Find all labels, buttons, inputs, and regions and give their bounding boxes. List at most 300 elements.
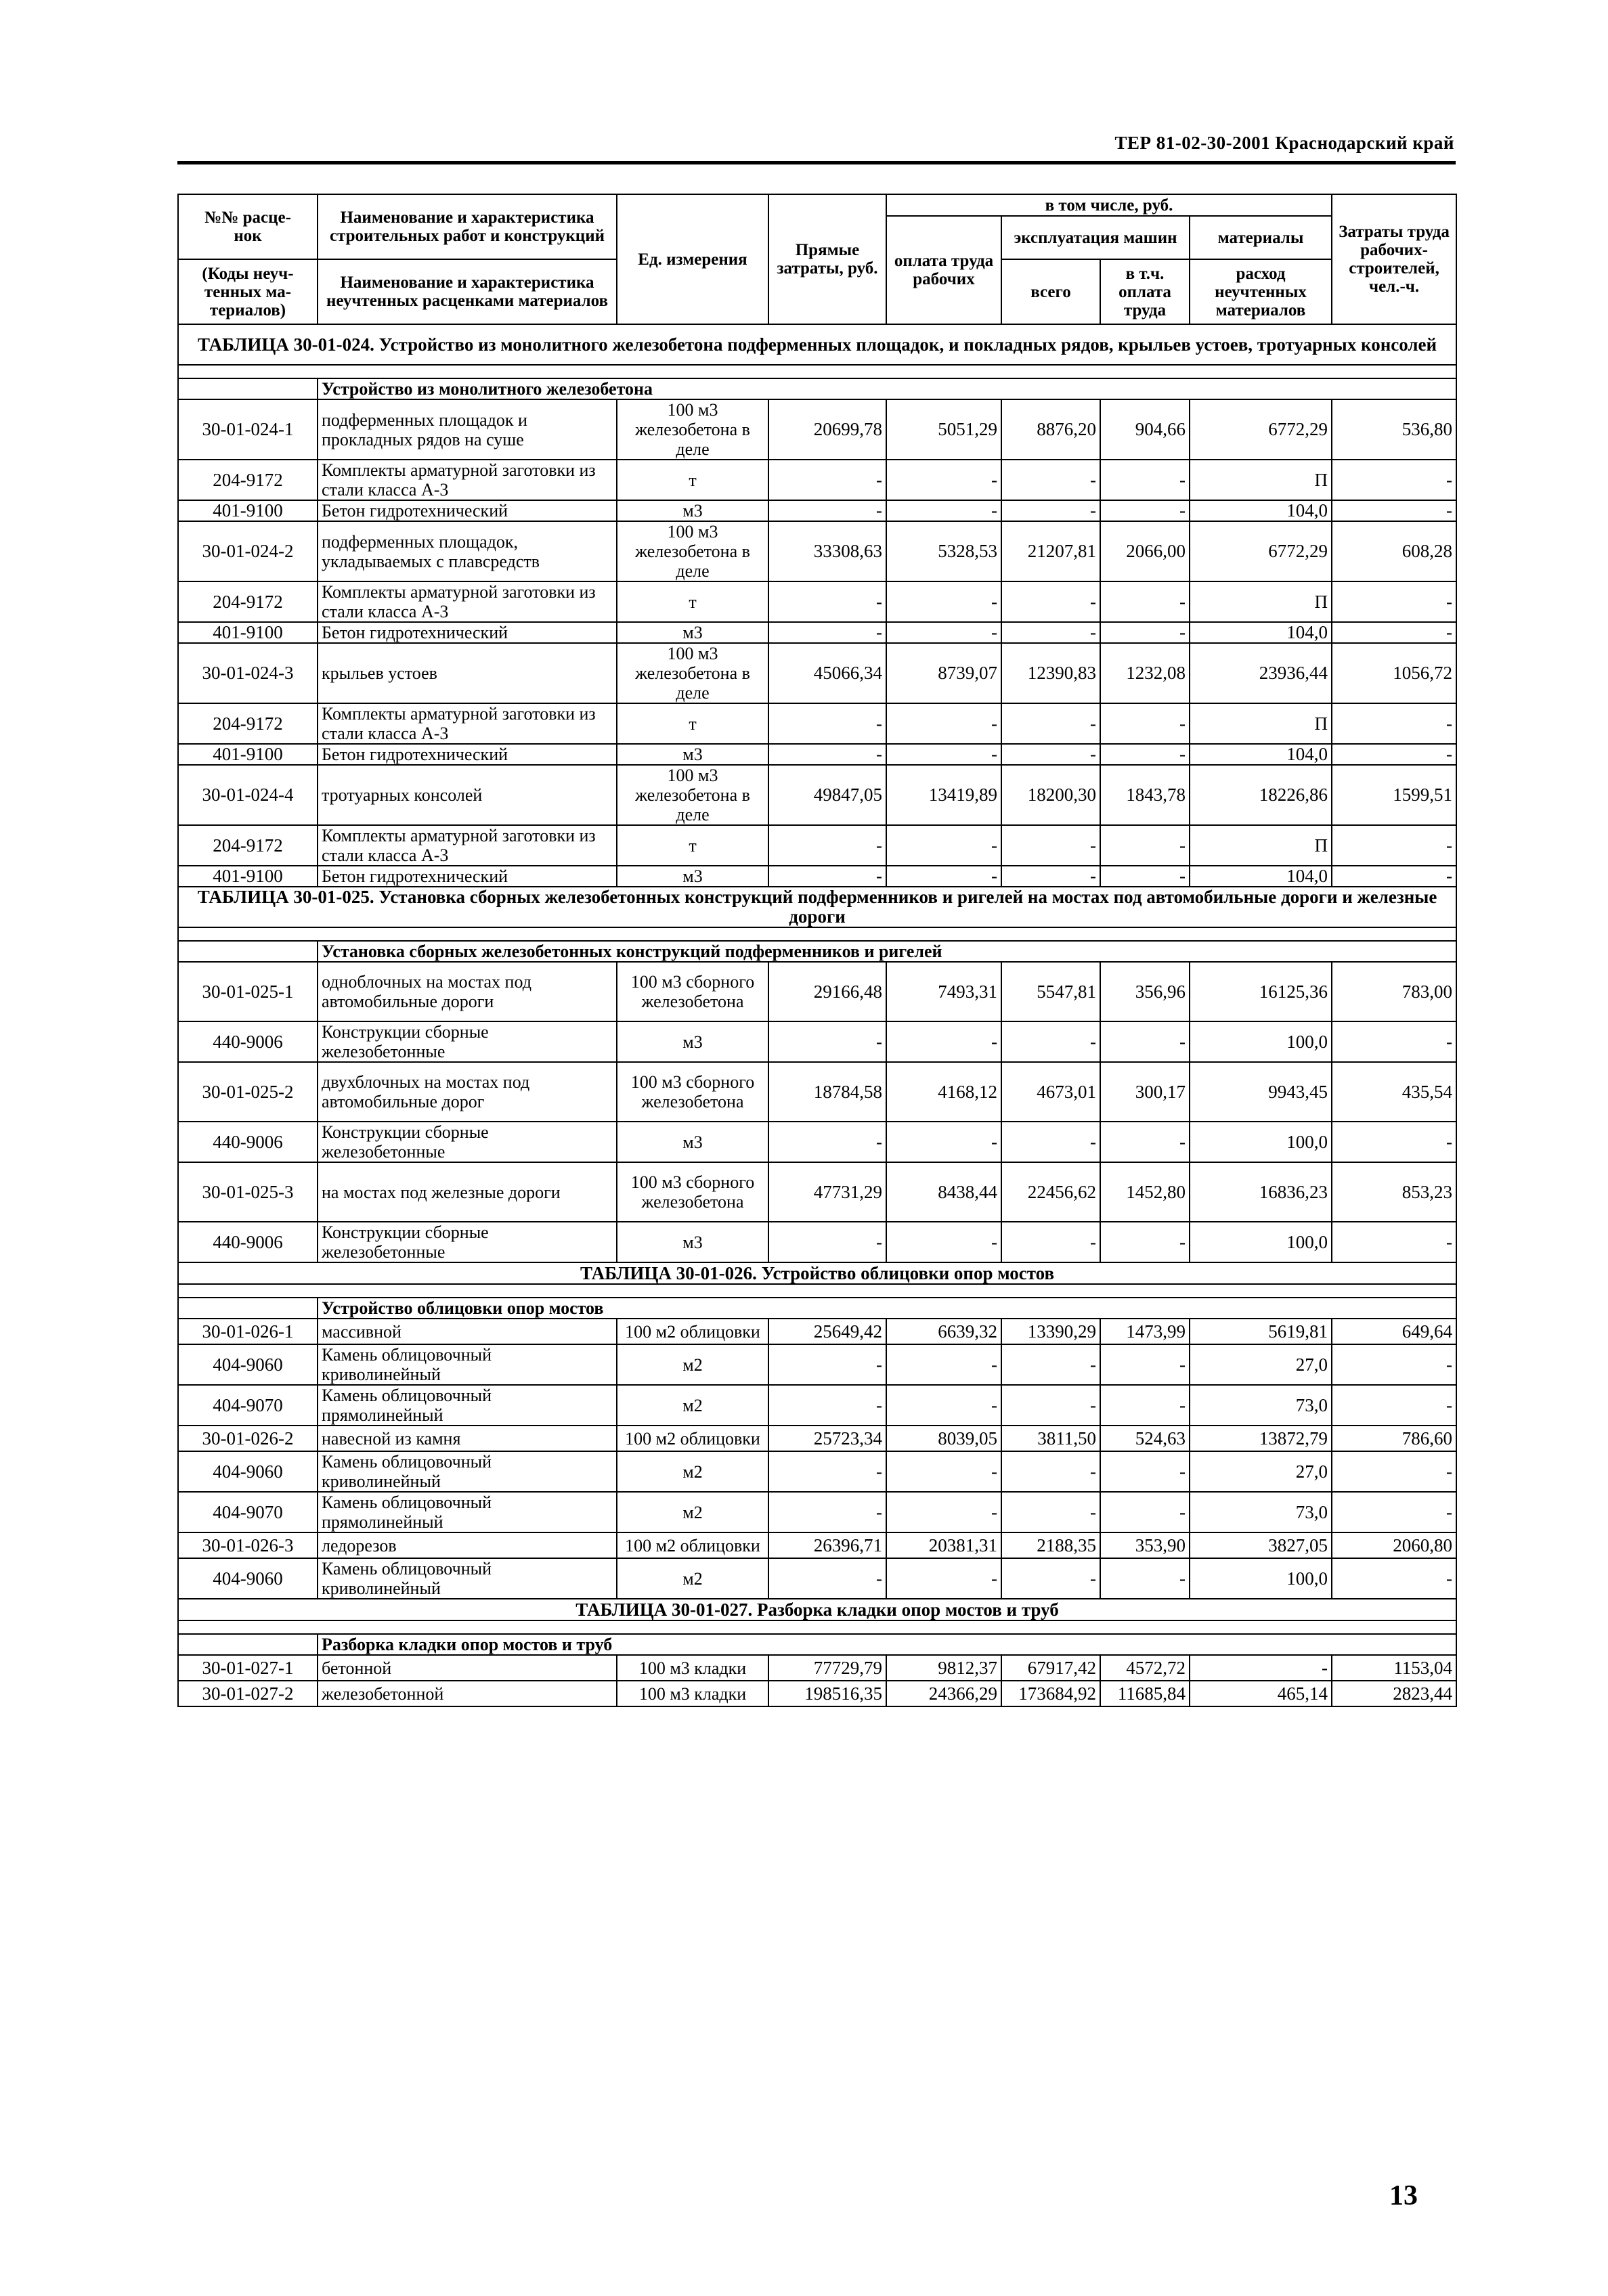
material-name: Бетон гидротехнический [318,500,617,521]
material-machines-total: - [1001,1021,1100,1062]
material-direct-cost: - [768,1558,886,1599]
material-machines-wages: - [1100,744,1190,765]
rate-machines-wages: 1843,78 [1100,765,1190,825]
material-consumption: 104,0 [1190,744,1332,765]
rate-machines-total: 4673,01 [1001,1062,1100,1122]
col-materials-header: материалы [1190,216,1332,259]
rate-materials: 23936,44 [1190,643,1332,703]
material-row [178,460,1456,500]
col-wages-header: оплата труда рабочих [886,216,1001,324]
material-labor: - [1332,622,1456,643]
rate-labor: 2823,44 [1332,1681,1456,1706]
material-direct-cost: - [768,703,886,744]
col-incl-header: в том числе, руб. [886,194,1332,216]
rates-table [177,194,1457,1707]
table-caption: ТАБЛИЦА 30-01-024. Устройство из монолитного железобетона подферменных площадок, и покладных рядов, крыльев устоев, тротуарных консолей [178,324,1456,365]
rate-labor: 536,80 [1332,399,1456,460]
material-name: Камень облицовочный криволинейный [318,1451,617,1492]
material-direct-cost: - [768,1021,886,1062]
rate-code: 30-01-024-3 [178,643,318,703]
material-machines-total: - [1001,1344,1100,1385]
section-row [178,1298,1456,1319]
rate-code: 30-01-024-1 [178,399,318,460]
material-unit: м3 [617,500,768,521]
material-wages: - [886,460,1001,500]
material-machines-total: - [1001,1122,1100,1162]
material-machines-wages: - [1100,703,1190,744]
section-title: Установка сборных железобетонных конструкций подферменников и ригелей [318,941,1456,962]
rate-wages: 5328,53 [886,521,1001,581]
section-row [178,1634,1456,1655]
material-consumption: П [1190,825,1332,866]
material-machines-wages: - [1100,581,1190,622]
code-header-line1: №№ расце- [204,208,291,227]
rate-name: бетонной [318,1655,617,1681]
rate-name: крыльев устоев [318,643,617,703]
page-number: 13 [1389,2180,1418,2211]
material-labor: - [1332,1021,1456,1062]
rate-machines-wages: 4572,72 [1100,1655,1190,1681]
rate-unit: 100 м3 железобетона в деле [617,399,768,460]
rate-name: навесной из камня [318,1426,617,1451]
rate-direct-cost: 26396,71 [768,1532,886,1558]
spacer-cell [178,927,1456,941]
material-name: Бетон гидротехнический [318,744,617,765]
material-code: 404-9070 [178,1492,318,1532]
section-row [178,378,1456,399]
rate-name: ледорезов [318,1532,617,1558]
rate-materials: 6772,29 [1190,399,1332,460]
section-code-cell [178,378,318,399]
rate-machines-wages: 356,96 [1100,962,1190,1021]
material-direct-cost: - [768,1222,886,1262]
material-labor: - [1332,1492,1456,1532]
material-name: Конструкции сборные железобетонные [318,1222,617,1262]
rate-row [178,1532,1456,1558]
rate-materials: 16836,23 [1190,1162,1332,1222]
material-unit: м3 [617,744,768,765]
material-unit: т [617,460,768,500]
material-code: 204-9172 [178,825,318,866]
rate-wages: 20381,31 [886,1532,1001,1558]
material-machines-total: - [1001,703,1100,744]
col-code-header-unaccounted [178,259,318,324]
rate-machines-wages: 300,17 [1100,1062,1190,1122]
material-labor: - [1332,866,1456,887]
rate-materials: 3827,05 [1190,1532,1332,1558]
material-machines-total: - [1001,622,1100,643]
material-direct-cost: - [768,1492,886,1532]
material-code: 440-9006 [178,1122,318,1162]
rate-materials: 465,14 [1190,1681,1332,1706]
material-labor: - [1332,460,1456,500]
material-machines-wages: - [1100,622,1190,643]
material-unit: т [617,581,768,622]
rate-materials: 9943,45 [1190,1062,1332,1122]
rate-unit: 100 м3 железобетона в деле [617,643,768,703]
rate-labor: 853,23 [1332,1162,1456,1222]
material-wages: - [886,622,1001,643]
rate-name: на мостах под железные дороги [318,1162,617,1222]
rate-unit: 100 м3 кладки [617,1655,768,1681]
rate-machines-total: 22456,62 [1001,1162,1100,1222]
material-code: 204-9172 [178,581,318,622]
rate-materials: - [1190,1655,1332,1681]
material-labor: - [1332,1558,1456,1599]
material-labor: - [1332,1122,1456,1162]
material-code: 204-9172 [178,460,318,500]
material-row [178,1021,1456,1062]
material-machines-total: - [1001,1558,1100,1599]
material-consumption: 100,0 [1190,1558,1332,1599]
material-row [178,1492,1456,1532]
material-row [178,866,1456,887]
material-machines-wages: - [1100,500,1190,521]
rate-wages: 6639,32 [886,1319,1001,1344]
rate-direct-cost: 77729,79 [768,1655,886,1681]
rate-labor: 786,60 [1332,1426,1456,1451]
material-wages: - [886,500,1001,521]
col-machines-wages-header: в т.ч. оплата труда [1100,259,1190,324]
rate-labor: 435,54 [1332,1062,1456,1122]
material-consumption: 100,0 [1190,1222,1332,1262]
rate-direct-cost: 25649,42 [768,1319,886,1344]
material-consumption: П [1190,581,1332,622]
material-unit: м2 [617,1451,768,1492]
rate-row [178,1426,1456,1451]
material-name: Комплекты арматурной заготовки из стали класса А-3 [318,581,617,622]
material-wages: - [886,1344,1001,1385]
material-consumption: 104,0 [1190,500,1332,521]
rate-materials: 5619,81 [1190,1319,1332,1344]
code-header-line3: (Коды неуч- [202,264,294,283]
section-title: Разборка кладки опор мостов и труб [318,1634,1456,1655]
material-machines-wages: - [1100,1122,1190,1162]
rate-row [178,521,1456,581]
rate-machines-total: 173684,92 [1001,1681,1100,1706]
rate-machines-wages: 524,63 [1100,1426,1190,1451]
col-materials-unaccounted-header: расход неучтенных материалов [1190,259,1332,324]
material-code: 404-9060 [178,1558,318,1599]
material-name: Бетон гидротехнический [318,622,617,643]
rate-machines-total: 2188,35 [1001,1532,1100,1558]
material-consumption: 100,0 [1190,1122,1332,1162]
material-name: Комплекты арматурной заготовки из стали класса А-3 [318,460,617,500]
rate-labor: 2060,80 [1332,1532,1456,1558]
material-consumption: 104,0 [1190,622,1332,643]
table-caption: ТАБЛИЦА 30-01-026. Устройство облицовки опор мостов [178,1262,1456,1284]
material-name: Конструкции сборные железобетонные [318,1021,617,1062]
material-machines-wages: - [1100,1451,1190,1492]
rate-row [178,1062,1456,1122]
rate-name: одноблочных на мостах под автомобильные дороги [318,962,617,1021]
material-name: Камень облицовочный криволинейный [318,1558,617,1599]
material-unit: м3 [617,1222,768,1262]
rate-unit: 100 м2 облицовки [617,1426,768,1451]
rate-code: 30-01-026-2 [178,1426,318,1451]
rate-machines-total: 13390,29 [1001,1319,1100,1344]
material-row [178,825,1456,866]
material-machines-total: - [1001,500,1100,521]
material-code: 401-9100 [178,622,318,643]
code-header-line5: териалов) [209,301,286,319]
rate-direct-cost: 18784,58 [768,1062,886,1122]
material-labor: - [1332,703,1456,744]
rate-code: 30-01-025-3 [178,1162,318,1222]
material-name: Камень облицовочный прямолинейный [318,1385,617,1426]
material-unit: м2 [617,1344,768,1385]
material-unit: м3 [617,622,768,643]
rate-direct-cost: 47731,29 [768,1162,886,1222]
material-consumption: П [1190,460,1332,500]
material-machines-wages: - [1100,460,1190,500]
rate-materials: 13872,79 [1190,1426,1332,1451]
rate-name: тротуарных консолей [318,765,617,825]
material-code: 401-9100 [178,866,318,887]
rate-labor: 1153,04 [1332,1655,1456,1681]
material-wages: - [886,866,1001,887]
rate-machines-total: 8876,20 [1001,399,1100,460]
rate-machines-wages: 904,66 [1100,399,1190,460]
material-code: 404-9060 [178,1344,318,1385]
material-labor: - [1332,500,1456,521]
material-row [178,744,1456,765]
material-name: Комплекты арматурной заготовки из стали класса А-3 [318,825,617,866]
rate-direct-cost: 198516,35 [768,1681,886,1706]
rate-row [178,643,1456,703]
rate-wages: 4168,12 [886,1062,1001,1122]
rate-unit: 100 м3 кладки [617,1681,768,1706]
table-caption-row [178,1599,1456,1620]
spacer-cell [178,1620,1456,1634]
material-labor: - [1332,1451,1456,1492]
material-unit: м2 [617,1492,768,1532]
material-row [178,622,1456,643]
section-code-cell [178,1298,318,1319]
rate-row [178,765,1456,825]
material-row [178,1122,1456,1162]
material-unit: т [617,825,768,866]
material-consumption: 73,0 [1190,1385,1332,1426]
rate-code: 30-01-024-4 [178,765,318,825]
col-machines-header: эксплуатация машин [1001,216,1190,259]
rate-code: 30-01-027-2 [178,1681,318,1706]
material-consumption: 104,0 [1190,866,1332,887]
material-unit: м2 [617,1558,768,1599]
material-direct-cost: - [768,581,886,622]
rate-materials: 16125,36 [1190,962,1332,1021]
material-wages: - [886,1558,1001,1599]
rate-direct-cost: 45066,34 [768,643,886,703]
material-wages: - [886,1492,1001,1532]
rate-code: 30-01-026-1 [178,1319,318,1344]
rate-unit: 100 м3 сборного железобетона [617,1162,768,1222]
table-caption-row [178,1262,1456,1284]
rates-table-body [178,194,1456,1706]
rate-code: 30-01-025-2 [178,1062,318,1122]
section-code-cell [178,941,318,962]
rate-row [178,399,1456,460]
material-unit: м3 [617,1021,768,1062]
section-title: Устройство облицовки опор мостов [318,1298,1456,1319]
rate-labor: 1056,72 [1332,643,1456,703]
col-code-header [178,194,318,259]
material-wages: - [886,744,1001,765]
material-machines-total: - [1001,744,1100,765]
material-wages: - [886,1222,1001,1262]
rate-unit: 100 м3 железобетона в деле [617,521,768,581]
material-unit: м3 [617,866,768,887]
material-machines-wages: - [1100,1558,1190,1599]
rate-name: двухблочных на мостах под автомобильные дорог [318,1062,617,1122]
material-code: 401-9100 [178,500,318,521]
rate-machines-wages: 11685,84 [1100,1681,1190,1706]
material-code: 440-9006 [178,1222,318,1262]
material-machines-wages: - [1100,1492,1190,1532]
material-direct-cost: - [768,460,886,500]
rate-wages: 8438,44 [886,1162,1001,1222]
material-row [178,1451,1456,1492]
rate-machines-wages: 1473,99 [1100,1319,1190,1344]
material-code: 401-9100 [178,744,318,765]
rate-unit: 100 м2 облицовки [617,1532,768,1558]
rate-machines-total: 5547,81 [1001,962,1100,1021]
rate-wages: 9812,37 [886,1655,1001,1681]
material-machines-wages: - [1100,1222,1190,1262]
rate-labor: 649,64 [1332,1319,1456,1344]
material-direct-cost: - [768,744,886,765]
rate-machines-total: 18200,30 [1001,765,1100,825]
rate-direct-cost: 49847,05 [768,765,886,825]
material-consumption: П [1190,703,1332,744]
rate-code: 30-01-025-1 [178,962,318,1021]
rate-machines-total: 21207,81 [1001,521,1100,581]
table-caption-row [178,887,1456,927]
code-header-line2: нок [234,227,262,245]
rate-machines-wages: 1452,80 [1100,1162,1190,1222]
rate-materials: 18226,86 [1190,765,1332,825]
material-wages: - [886,1021,1001,1062]
rate-name: подферменных площадок, укладываемых с плавсредств [318,521,617,581]
material-name: Конструкции сборные железобетонные [318,1122,617,1162]
material-machines-total: - [1001,1385,1100,1426]
material-machines-total: - [1001,581,1100,622]
rate-machines-total: 67917,42 [1001,1655,1100,1681]
col-machines-total-header: всего [1001,259,1100,324]
rate-unit: 100 м3 сборного железобетона [617,1062,768,1122]
material-direct-cost: - [768,1122,886,1162]
material-unit: м3 [617,1122,768,1162]
material-machines-wages: - [1100,1385,1190,1426]
section-row [178,941,1456,962]
material-direct-cost: - [768,1344,886,1385]
material-labor: - [1332,744,1456,765]
rate-wages: 8039,05 [886,1426,1001,1451]
rate-labor: 1599,51 [1332,765,1456,825]
material-wages: - [886,1385,1001,1426]
rate-name: массивной [318,1319,617,1344]
material-name: Комплекты арматурной заготовки из стали класса А-3 [318,703,617,744]
material-direct-cost: - [768,1451,886,1492]
material-machines-total: - [1001,866,1100,887]
material-direct-cost: - [768,622,886,643]
material-name: Бетон гидротехнический [318,866,617,887]
rate-direct-cost: 33308,63 [768,521,886,581]
material-code: 404-9070 [178,1385,318,1426]
material-machines-total: - [1001,1451,1100,1492]
material-machines-wages: - [1100,1021,1190,1062]
rate-materials: 6772,29 [1190,521,1332,581]
material-unit: м2 [617,1385,768,1426]
rate-direct-cost: 25723,34 [768,1426,886,1451]
material-wages: - [886,1451,1001,1492]
rate-unit: 100 м3 железобетона в деле [617,765,768,825]
material-wages: - [886,703,1001,744]
material-code: 204-9172 [178,703,318,744]
table-caption: ТАБЛИЦА 30-01-027. Разборка кладки опор мостов и труб [178,1599,1456,1620]
rate-direct-cost: 20699,78 [768,399,886,460]
material-machines-total: - [1001,825,1100,866]
material-labor: - [1332,825,1456,866]
rate-code: 30-01-027-1 [178,1655,318,1681]
col-direct-header: Прямые затраты, руб. [768,194,886,324]
rate-wages: 8739,07 [886,643,1001,703]
material-code: 404-9060 [178,1451,318,1492]
material-row [178,581,1456,622]
material-machines-total: - [1001,1492,1100,1532]
rate-machines-total: 3811,50 [1001,1426,1100,1451]
material-wages: - [886,581,1001,622]
section-title: Устройство из монолитного железобетона [318,378,1456,399]
material-machines-total: - [1001,1222,1100,1262]
material-consumption: 27,0 [1190,1344,1332,1385]
rate-wages: 5051,29 [886,399,1001,460]
material-direct-cost: - [768,866,886,887]
rate-code: 30-01-024-2 [178,521,318,581]
material-name: Камень облицовочный прямолинейный [318,1492,617,1532]
col-unit-header: Ед. измерения [617,194,768,324]
material-labor: - [1332,1222,1456,1262]
material-consumption: 73,0 [1190,1492,1332,1532]
section-code-cell [178,1634,318,1655]
spacer-cell [178,1284,1456,1298]
material-unit: т [617,703,768,744]
header-rule [177,161,1456,164]
rate-direct-cost: 29166,48 [768,962,886,1021]
rate-wages: 13419,89 [886,765,1001,825]
material-row [178,1344,1456,1385]
material-row [178,703,1456,744]
material-machines-wages: - [1100,866,1190,887]
material-machines-wages: - [1100,1344,1190,1385]
rate-row [178,1655,1456,1681]
rate-unit: 100 м2 облицовки [617,1319,768,1344]
rate-machines-wages: 2066,00 [1100,521,1190,581]
material-consumption: 27,0 [1190,1451,1332,1492]
material-direct-cost: - [768,825,886,866]
material-direct-cost: - [768,1385,886,1426]
material-name: Камень облицовочный криволинейный [318,1344,617,1385]
rate-code: 30-01-026-3 [178,1532,318,1558]
material-wages: - [886,1122,1001,1162]
material-labor: - [1332,581,1456,622]
code-header-line4: тенных ма- [204,282,292,301]
rate-unit: 100 м3 сборного железобетона [617,962,768,1021]
material-row [178,500,1456,521]
rate-labor: 608,28 [1332,521,1456,581]
material-row [178,1222,1456,1262]
rate-name: подферменных площадок и прокладных рядов на суше [318,399,617,460]
